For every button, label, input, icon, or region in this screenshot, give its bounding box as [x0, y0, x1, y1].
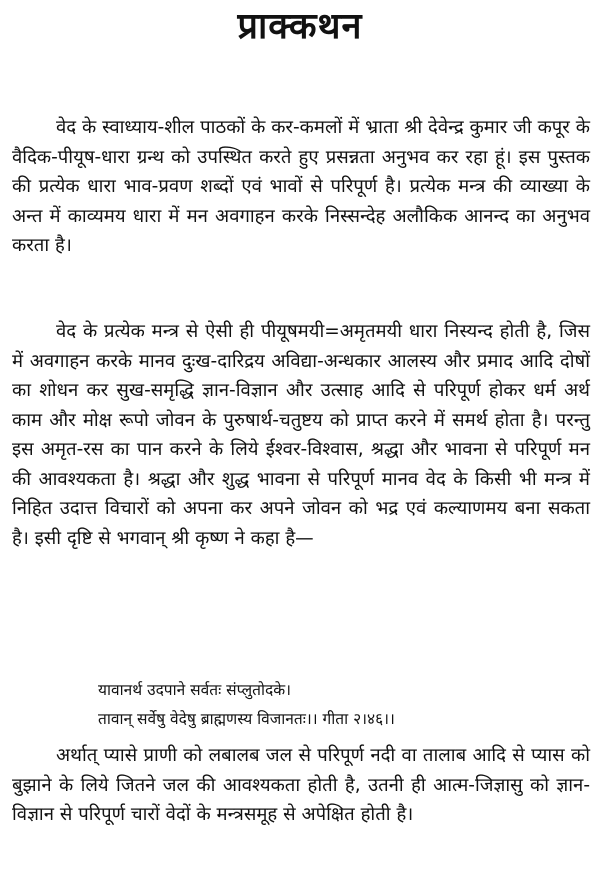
verse-line-2: तावान् सर्वेषु वेदेषु ब्राह्मणस्य विजानतः।। गीता २।४६।।	[98, 710, 395, 728]
page-title: प्राक्कथन	[237, 6, 363, 47]
verse-line-1: यावानर्थ उदपाने सर्वतः संप्लुतोदके।	[98, 681, 292, 699]
paragraph-2: वेद के प्रत्येक मन्त्र से ऐसी ही पीयूषमयी=अमृतमयी धारा निस्यन्द होती है, जिस में अवगाहन करके मानव दुःख-दारिद्रय अविद्या-अन्धकार आलस्य और प्रमाद आदि दोषों का शोधन कर सुख-समृद्धि ज्ञान-विज्ञान और उत्साह आदि से परिपूर्ण होकर धर्म अर्थ काम और मोक्ष रूपो जोवन के पुरुषार्थ-चतुष्टय को प्राप्त करने में समर्थ होता है। परन्तु इस अमृत-रस का पान करने के लिये ईश्वर-विश्वास, श्रद्धा और भावना से परिपूर्ण मन की आवश्यकता है। श्रद्धा और शुद्ध भावना से परिपूर्ण मानव वेद के किसी भी मन्त्र में निहित उदात्त विचारों को अपना कर अपने जोवन को भद्र एवं कल्याणमय बना सकता है। इसी दृष्टि से भगवान् श्री कृष्ण ने कहा है—	[12, 321, 590, 549]
paragraph-1: वेद के स्वाध्याय-शील पाठकों के कर-कमलों में भ्राता श्री देवेन्द्र कुमार जी कपूर के वैदिक-पीयूष-धारा ग्रन्थ को उपस्थित करते हुए प्रसन्नता अनुभव कर रहा हूं। इस पुस्तक की प्रत्येक धारा भाव-प्रवण शब्दों एवं भावों से परिपूर्ण है। प्रत्येक मन्त्र की व्याख्या के अन्त में काव्यमय धारा में मन अवगाहन करके निस्सन्देह अलौकिक आनन्द का अनुभव करता है।	[12, 117, 590, 256]
paragraph-3: अर्थात् प्यासे प्राणी को लबालब जल से परिपूर्ण नदी वा तालाब आदि से प्यास को बुझाने के लिये जितने जल की आवश्यकता होती है, उतनी ही आत्म-जिज्ञासु को ज्ञान-विज्ञान से परिपूर्ण चारों वेदों के मन्त्रसमूह से अपेक्षित होती है।	[12, 745, 590, 825]
gita-verse	[98, 676, 588, 734]
